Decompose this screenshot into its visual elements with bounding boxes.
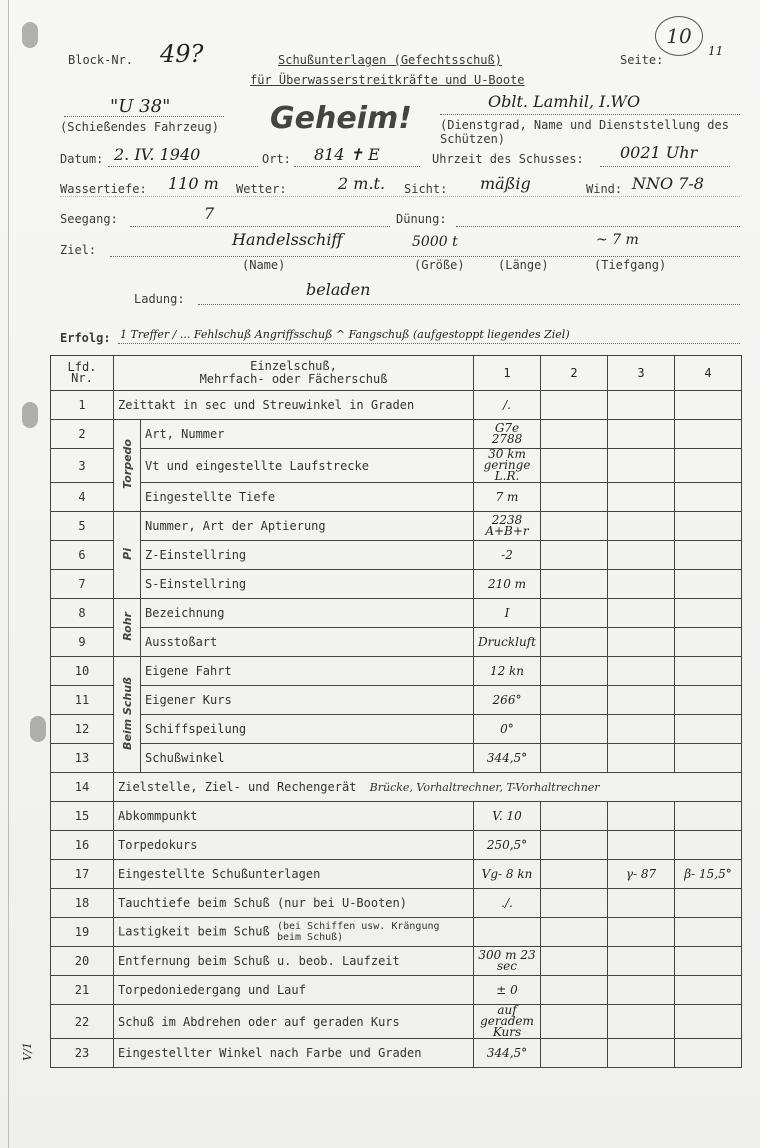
vessel-label: (Schießendes Fahrzeug)	[60, 120, 219, 134]
table-row: 10 Beim Schuß Eigene Fahrt 12 kn	[51, 657, 742, 686]
ziel-label: Ziel:	[60, 243, 97, 257]
table-header-row	[51, 356, 742, 391]
shot-data-table	[50, 355, 742, 1068]
table-row: 19 Lastigkeit beim Schuß (bei Schiffen usw. Krängung beim Schuß)	[51, 918, 742, 947]
table-row: 5 Pi Nummer, Art der Aptierung 2238 A+B+r	[51, 512, 742, 541]
form-subtitle: für Überwasserstreitkräfte und U-Boote	[250, 73, 525, 87]
table-row: 8 Rohr Bezeichnung I	[51, 599, 742, 628]
table-row: 18 Tauchtiefe beim Schuß (nur bei U-Booten) ./.	[51, 889, 742, 918]
table-row: 22 Schuß im Abdrehen oder auf geraden Kurs auf geradem Kurs	[51, 1005, 742, 1039]
ladung-label: Ladung:	[134, 292, 185, 306]
tiefgang-label: (Tiefgang)	[594, 258, 667, 272]
table-row: 21 Torpedoniedergang und Lauf ± 0	[51, 976, 742, 1005]
dotted-line	[110, 256, 740, 257]
form-title: Schußunterlagen (Gefechtsschuß)	[278, 53, 502, 67]
wetter-value: 2 m.t.	[338, 174, 386, 193]
wassertiefe-value: 110 m	[168, 174, 219, 193]
block-label: Block-Nr.	[68, 53, 134, 67]
dotted-line	[294, 166, 420, 167]
datum-label: Datum:	[60, 152, 104, 166]
erfolg-text: 1 Treffer / ... Fehlschuß Angriffsschuß ^ Fangschuß (aufgestoppt liegendes Ziel)	[120, 328, 570, 341]
dotted-line	[108, 166, 258, 167]
punch-hole	[30, 716, 46, 742]
wind-label: Wind:	[586, 182, 623, 196]
table-row: 2 Torpedo Art, Nummer G7e 2788	[51, 420, 742, 449]
group-rohr: Rohr	[114, 599, 141, 657]
wind-value: NNO 7-8	[632, 174, 704, 193]
dotted-line	[600, 166, 730, 167]
dotted-line	[440, 114, 740, 115]
datum-value: 2. IV. 1940	[114, 145, 201, 164]
dotted-line	[64, 116, 224, 117]
shooter-label: (Dienstgrad, Name und Dienststellung des Schützen)	[440, 118, 729, 146]
table-row: 4 Eingestellte Tiefe 7 m	[51, 483, 742, 512]
table-row: 6 Z-Einstellring -2	[51, 541, 742, 570]
wetter-label: Wetter:	[236, 182, 287, 196]
ziel-groesse: 5000 t	[412, 234, 458, 250]
ort-value: 814 ✝ E	[314, 145, 380, 164]
table-row: 20 Entfernung beim Schuß u. beob. Laufzeit 300 m 23 sec	[51, 947, 742, 976]
ziel-name: Handelsschiff	[232, 230, 343, 249]
dotted-line	[130, 226, 390, 227]
ladung-value: beladen	[306, 280, 371, 299]
vessel-value: "U 38"	[110, 96, 171, 117]
table-row: 14 Zielstelle, Ziel- und Rechengerät Brücke, Vorhaltrechner, T-Vorhaltrechner	[51, 773, 742, 802]
dotted-line	[60, 196, 740, 197]
table-row: 15 Abkommpunkt V. 10	[51, 802, 742, 831]
table-row: 9 Ausstoßart Druckluft	[51, 628, 742, 657]
laenge-label: (Länge)	[498, 258, 549, 272]
group-beim-schuss: Beim Schuß	[114, 657, 141, 773]
seegang-label: Seegang:	[60, 212, 118, 226]
block-value: 49?	[160, 40, 204, 68]
sicht-label: Sicht:	[404, 182, 448, 196]
name-label: (Name)	[242, 258, 286, 272]
table-row: 12 Schiffspeilung 0°	[51, 715, 742, 744]
ort-label: Ort:	[262, 152, 291, 166]
table-row: 16 Torpedokurs 250,5°	[51, 831, 742, 860]
shooter-value: Oblt. Lamhil, I.WO	[488, 92, 641, 111]
dotted-line	[118, 343, 740, 344]
table-row: 3 Vt und eingestellte Laufstrecke 30 km geringe L.R.	[51, 449, 742, 483]
table-row: 13 Schußwinkel 344,5°	[51, 744, 742, 773]
table-row: 17 Eingestellte Schußunterlagen Vg- 8 kn γ- 87 β- 15,5°	[51, 860, 742, 889]
header-col-4: 4	[675, 356, 742, 391]
header-col-1: 1	[474, 356, 541, 391]
punch-hole	[22, 22, 38, 48]
margin-note: V/1	[20, 1042, 34, 1061]
group-torpedo: Torpedo	[114, 420, 141, 512]
group-pi: Pi	[114, 512, 141, 599]
punch-hole	[22, 402, 38, 428]
header-col-2: 2	[541, 356, 608, 391]
uhrzeit-label: Uhrzeit des Schusses:	[432, 152, 584, 166]
seegang-value: 7	[204, 204, 215, 223]
header-col-3: 3	[608, 356, 675, 391]
sicht-value: mäßig	[480, 174, 531, 193]
geheim-stamp: Geheim!	[270, 101, 412, 136]
seite-value: 11	[708, 44, 724, 58]
ziel-tiefgang: ~ 7 m	[596, 232, 639, 248]
duenung-label: Dünung:	[396, 212, 447, 226]
table-row: 1 Zeittakt in sec und Streuwinkel in Graden /.	[51, 391, 742, 420]
margin-line	[8, 0, 9, 1148]
table-row: 7 S-Einstellring 210 m	[51, 570, 742, 599]
erfolg-label: Erfolg:	[60, 331, 111, 345]
header-nr: Lfd. Nr.	[51, 356, 114, 391]
uhrzeit-value: 0021 Uhr	[620, 143, 698, 162]
dotted-line	[198, 304, 740, 305]
table-row: 23 Eingestellter Winkel nach Farbe und Graden 344,5°	[51, 1039, 742, 1068]
table-row: 11 Eigener Kurs 266°	[51, 686, 742, 715]
seite-label: Seite:	[620, 53, 664, 67]
groesse-label: (Größe)	[414, 258, 465, 272]
wassertiefe-label: Wassertiefe:	[60, 182, 147, 196]
dotted-line	[456, 226, 740, 227]
circled-page-number: 10	[655, 16, 703, 56]
header-title: Einzelschuß, Mehrfach- oder Fächerschuß	[114, 356, 474, 391]
